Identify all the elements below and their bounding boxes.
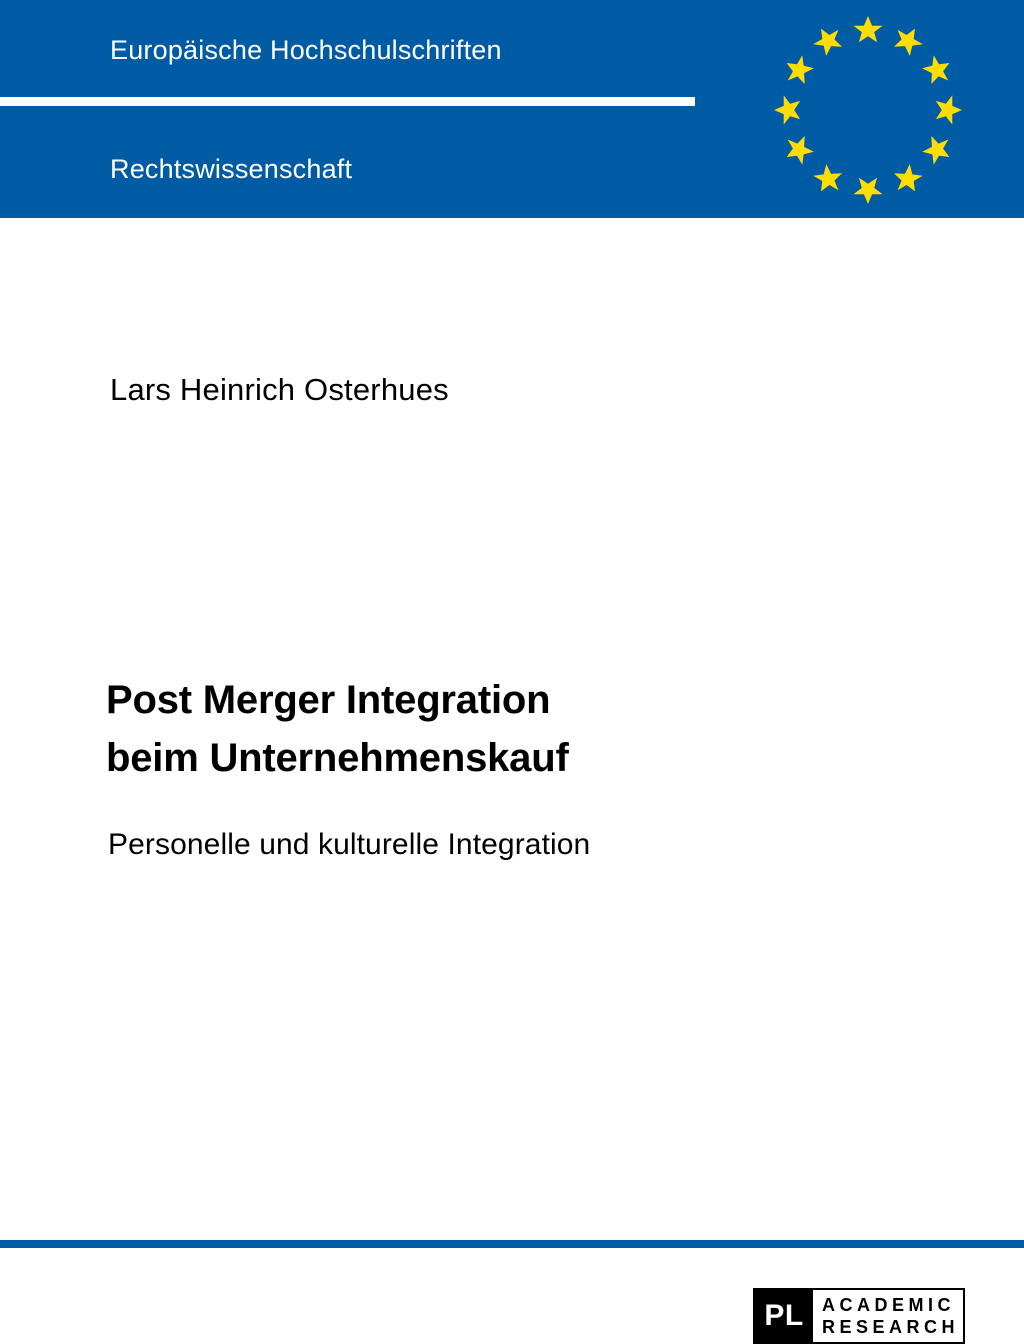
book-subtitle: Personelle und kulturelle Integration — [108, 828, 591, 861]
book-title-line-2: beim Unternehmenskauf — [106, 735, 569, 780]
publisher-logo — [753, 1288, 965, 1344]
footer-divider-rule — [0, 1240, 1024, 1248]
series-subject: Rechtswissenschaft — [110, 154, 353, 184]
publisher-word-research: RESEARCH — [822, 1317, 960, 1337]
series-title: Europäische Hochschulschriften — [110, 35, 502, 65]
cover-header-band — [0, 0, 1024, 218]
publisher-mark: PL — [755, 1290, 813, 1342]
author-name: Lars Heinrich Osterhues — [110, 372, 449, 407]
book-title — [106, 672, 896, 787]
publisher-wordmark — [813, 1290, 963, 1342]
book-title-line-1: Post Merger Integration — [106, 678, 551, 722]
publisher-word-academic: ACADEMIC — [822, 1294, 955, 1315]
eu-stars-icon — [762, 14, 974, 206]
header-divider-rule — [0, 97, 695, 106]
